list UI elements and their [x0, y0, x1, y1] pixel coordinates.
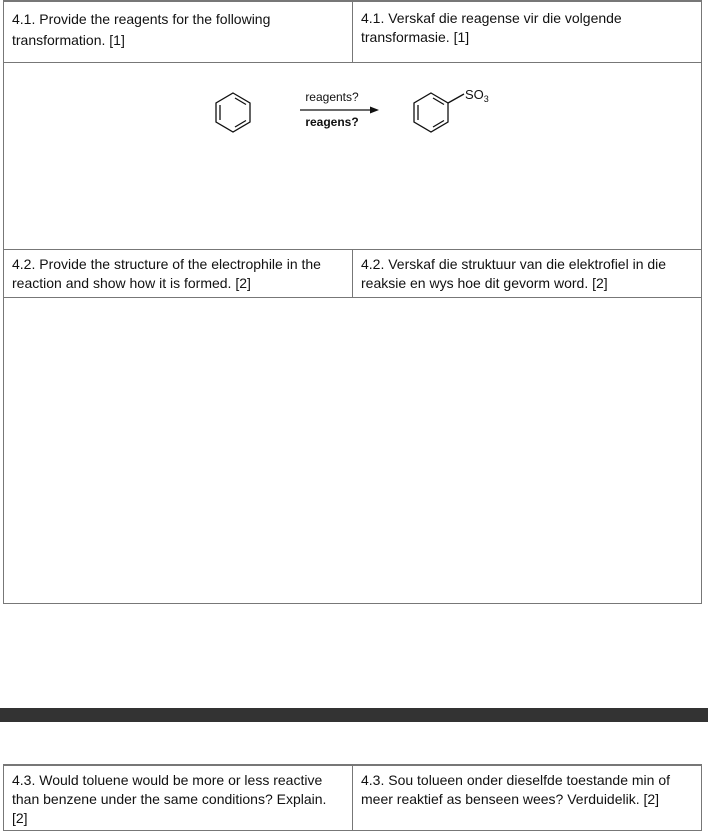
product-structure [414, 93, 464, 132]
arrow-label-bottom: reagens? [305, 115, 359, 129]
question-table-top [3, 0, 702, 604]
q43-afrikaans: 4.3. Sou tolueen onder dieselfde toestande min of meer reaktief as benseen wees? Verduidelik. [2] [361, 772, 670, 807]
q42-answer-box[interactable] [4, 298, 701, 604]
q41-english: 4.1. Provide the reagents for the following transformation. [1] [4, 2, 353, 62]
page-divider-bar [0, 708, 708, 722]
q43-english: 4.3. Would toluene would be more or less reactive than benzene under the same conditions? Explain. [2] [4, 766, 353, 830]
reaction-arrow [300, 107, 379, 114]
q41-row [4, 1, 701, 63]
reaction-scheme-area [4, 63, 701, 250]
q42-afrikaans: 4.2. Verskaf die struktuur van die elektrofiel in die reaksie en wys hoe dit gevorm word. [2] [361, 256, 667, 291]
reaction-scheme [4, 63, 703, 183]
q43-row [4, 765, 701, 831]
product-group-label: $SO_3$ [465, 87, 489, 104]
benzene-structure [216, 93, 250, 132]
q42-english: 4.2. Provide the structure of the electrophile in the reaction and show how it is formed. [2] [4, 250, 353, 297]
arrow-label-top: reagents? [305, 90, 359, 104]
q41-afrikaans: 4.1. Verskaf die reagense vir die volgende transformasie. [1] [361, 10, 622, 45]
q42-row [4, 250, 701, 298]
question-table-bottom [3, 764, 702, 831]
